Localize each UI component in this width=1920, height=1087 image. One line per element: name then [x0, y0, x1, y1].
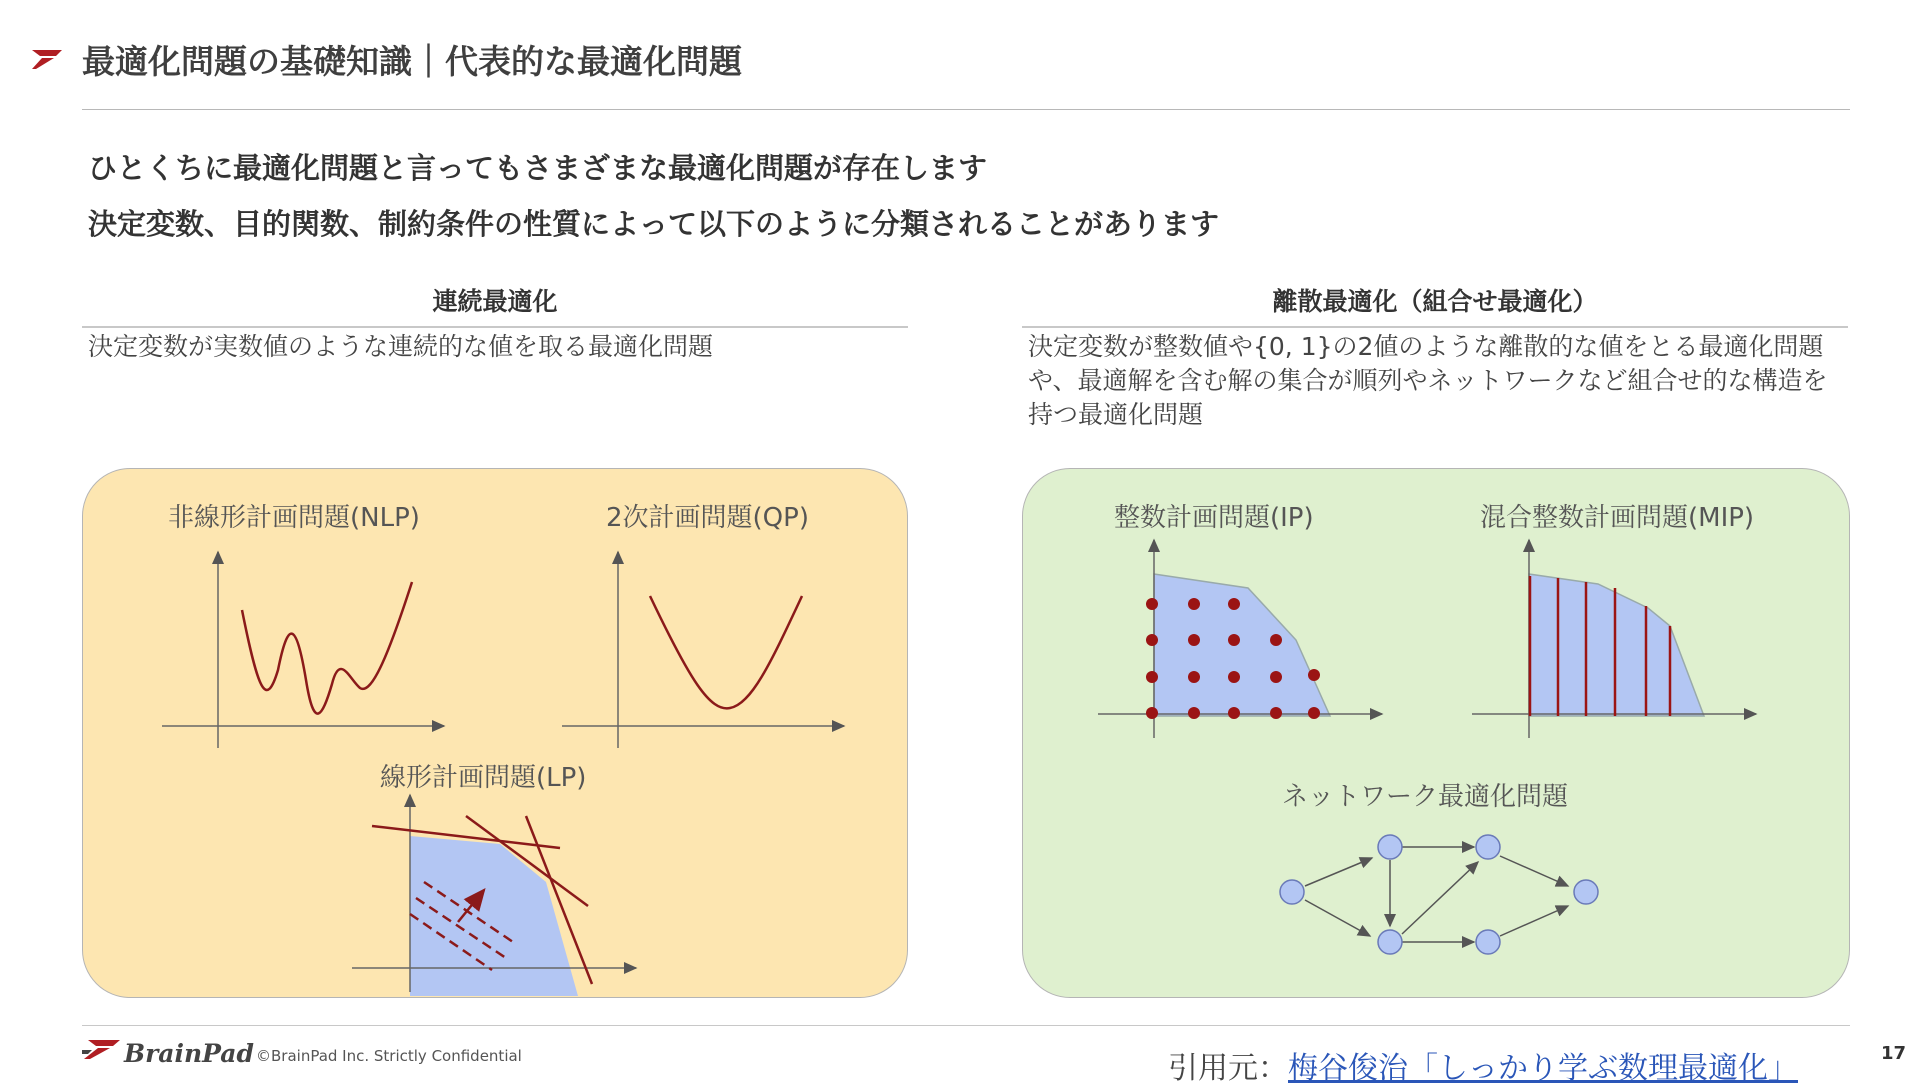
footer-divider — [82, 1025, 1850, 1026]
network-node — [1378, 835, 1402, 859]
network-label: ネットワーク最適化問題 — [1282, 782, 1569, 812]
source-link[interactable]: 梅谷俊治「しっかり学ぶ数理最適化」 — [1288, 1051, 1798, 1086]
network-node — [1476, 930, 1500, 954]
qp-label: 2次計画問題(QP) — [606, 503, 809, 533]
ip-label: 整数計画問題(IP) — [1114, 503, 1314, 533]
network-edge — [1500, 906, 1568, 936]
network-node — [1476, 835, 1500, 859]
lead-line-2: 決定変数、目的関数、制約条件の性質によって以下のように分類されることがあります — [88, 207, 1220, 241]
page-title: 最適化問題の基礎知識｜代表的な最適化問題 — [82, 42, 742, 81]
page-number: 17 — [1880, 1043, 1906, 1064]
source-prefix: 引用元： — [1168, 1051, 1288, 1086]
nlp-label: 非線形計画問題(NLP) — [168, 503, 420, 533]
network-edge — [1305, 900, 1370, 936]
network-edge — [1500, 856, 1568, 886]
brainpad-logo-icon — [82, 1038, 122, 1060]
lp-label: 線形計画問題(LP) — [380, 763, 587, 793]
copyright-text: ©BrainPad Inc. Strictly Confidential — [256, 1047, 522, 1065]
continuous-heading: 連続最適化 — [432, 287, 558, 316]
lead-line-1: ひとくちに最適化問題と言ってもさまざまな最適化問題が存在します — [88, 151, 988, 185]
discrete-description: 決定変数が整数値や{0, 1}の2値のような離散的な値をとる最適化問題や、最適解を含む解の集合が順列やネットワークなど組合せ的な構造を持つ最適化問題 — [1028, 332, 1828, 429]
network-edge — [1402, 862, 1478, 934]
discrete-heading: 離散最適化（組合せ最適化） — [1272, 287, 1598, 316]
network-node — [1280, 880, 1304, 904]
network-node — [1574, 880, 1598, 904]
brand-name: BrainPad — [124, 1039, 254, 1068]
continuous-description: 決定変数が実数値のような連続的な値を取る最適化問題 — [88, 332, 714, 361]
mip-label: 混合整数計画問題(MIP) — [1480, 503, 1755, 533]
network-node — [1378, 930, 1402, 954]
source-citation — [1168, 1043, 1798, 1087]
network-edge — [1305, 858, 1372, 886]
